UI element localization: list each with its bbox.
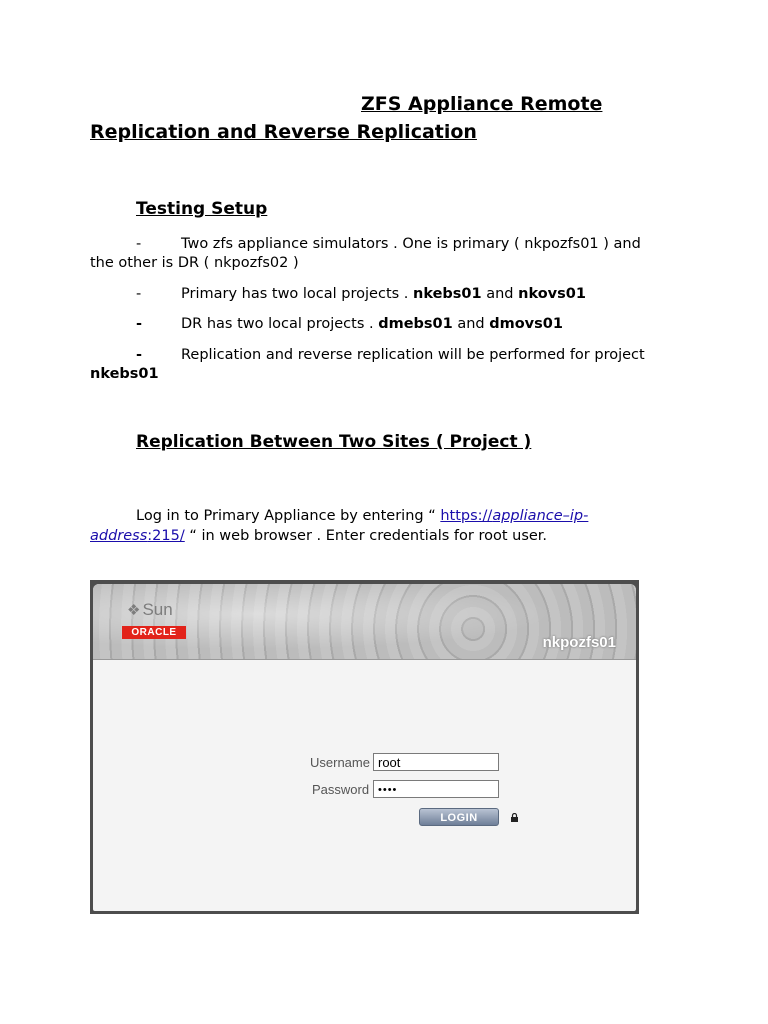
list-item: [136, 234, 156, 254]
bullet-dash: -: [136, 347, 143, 363]
project-name: dmovs01: [489, 316, 563, 332]
paragraph-line1: [136, 506, 588, 526]
link-text-italic: appliance–ip-: [492, 508, 589, 524]
link-text-italic: address: [90, 528, 148, 544]
login-button[interactable]: LOGIN: [419, 808, 499, 826]
list-item: [181, 314, 563, 334]
bullet-text-continued: the other is DR ( nkpozfs02 ): [90, 255, 299, 271]
bullet-dash: -: [136, 316, 143, 332]
login-window: [93, 584, 636, 911]
list-item: [181, 284, 586, 304]
appliance-hostname: nkpozfs01: [542, 634, 616, 651]
paragraph-text: “ in web browser . Enter credentials for root user.: [184, 528, 548, 544]
lock-icon: [510, 813, 519, 822]
sun-diamond-icon: ❖: [127, 602, 141, 619]
bullet-dash: -: [136, 286, 142, 302]
link-text: :215/: [147, 528, 185, 544]
link-text: https://: [440, 508, 493, 524]
bullet-text: Two zfs appliance simulators . One is primary ( nkpozfs01 ) and: [181, 236, 641, 252]
bullet-text: Primary has two local projects .: [181, 286, 414, 302]
project-name: dmebs01: [378, 316, 453, 332]
password-input[interactable]: ••••: [373, 780, 499, 798]
sun-logo: [127, 600, 173, 620]
password-label: Password: [312, 782, 370, 797]
appliance-url-link[interactable]: [440, 508, 588, 524]
paragraph-line2: [90, 526, 547, 546]
bullet-text: Replication and reverse replication will be performed for project: [181, 347, 645, 363]
section-heading-replication: Replication Between Two Sites ( Project ): [136, 432, 532, 452]
project-name: nkebs01: [90, 366, 159, 382]
username-input[interactable]: root: [373, 753, 499, 771]
project-name: nkovs01: [518, 286, 586, 302]
oracle-logo: ORACLE: [122, 626, 186, 639]
appliance-url-link-continued[interactable]: [90, 528, 185, 544]
bullet-text: and: [452, 316, 490, 332]
bullet-dash: -: [136, 236, 142, 252]
bullet-text: DR has two local projects .: [181, 316, 379, 332]
login-screenshot: [90, 580, 639, 914]
project-name: nkebs01: [413, 286, 482, 302]
username-label: Username: [310, 755, 370, 770]
paragraph-text: Log in to Primary Appliance by entering “: [136, 508, 441, 524]
header-banner: [93, 584, 636, 660]
section-heading-testing-setup: Testing Setup: [136, 199, 268, 219]
bullet-text: and: [481, 286, 519, 302]
sun-logo-text: Sun: [142, 600, 173, 619]
doc-title-line1: ZFS Appliance Remote: [361, 93, 603, 115]
doc-title-line2: Replication and Reverse Replication: [90, 121, 477, 143]
